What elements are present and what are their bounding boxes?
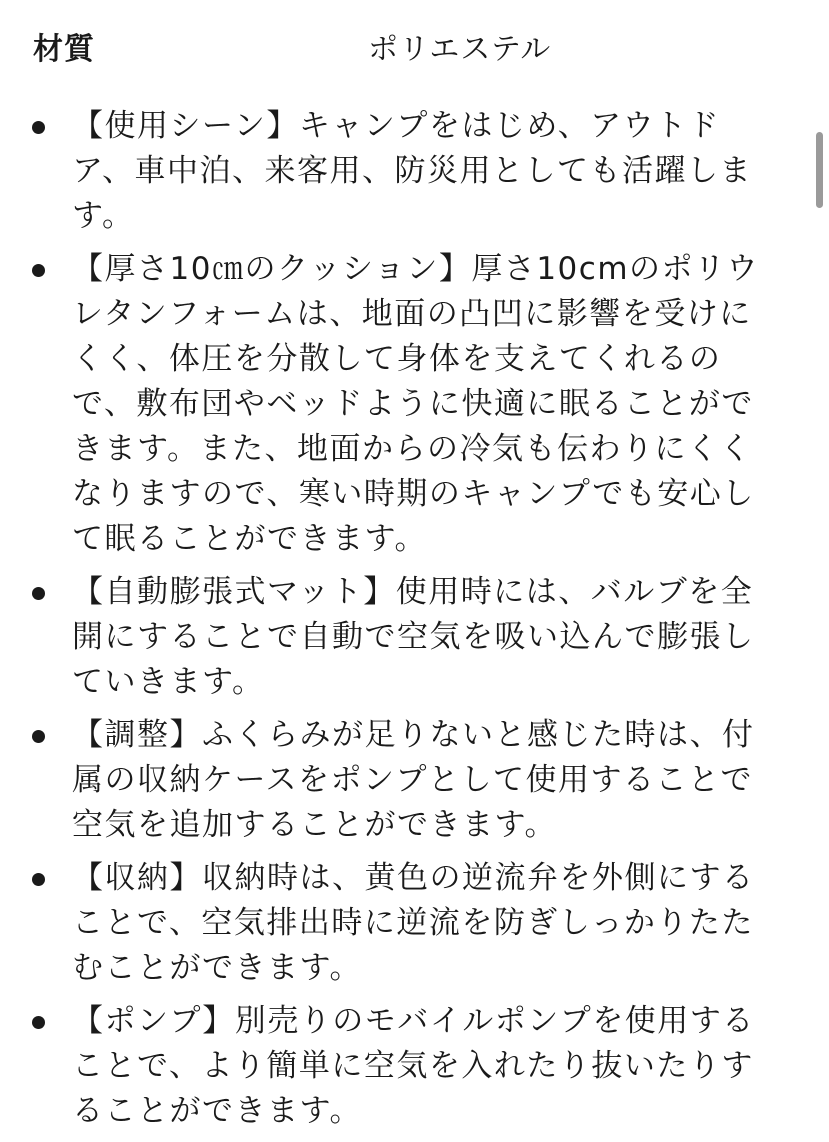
list-item — [0, 713, 800, 848]
list-item-text: 【自動膨張式マット】使用時には、バルブを全開にすることで自動で空気を吸い込んで膨張していきます。 — [72, 574, 755, 700]
list-item-text: 【調整】ふくらみが足りないと感じた時は、付属の収納ケースをポンプとして使用することで空気を追加することができます。 — [72, 717, 755, 843]
list-item — [0, 247, 800, 562]
list-item-text: 【厚さ10㎝のクッション】厚さ10cmのポリウレタンフォームは、地面の凸凹に影響を受けにくく、体圧を分散して身体を支えてくれるので、敷布団やベッドように快適に眠ることができます。また、地面からの冷気も伝わりにくくなりますので、寒い時期のキャンプでも安心して眠ることができます。 — [72, 251, 760, 557]
spec-row — [0, 22, 829, 78]
bullet-dot-icon — [32, 121, 45, 134]
list-item — [0, 999, 800, 1134]
bullet-dot-icon — [32, 587, 45, 600]
list-item — [0, 856, 800, 991]
list-item-text: 【収納】収納時は、黄色の逆流弁を外側にすることで、空気排出時に逆流を防ぎしっかりたたむことができます。 — [72, 860, 755, 986]
spec-value: ポリエステル — [368, 32, 552, 67]
bullet-dot-icon — [32, 873, 45, 886]
bullet-dot-icon — [32, 730, 45, 743]
scrollbar[interactable] — [816, 132, 823, 208]
list-item — [0, 570, 800, 705]
bullet-dot-icon — [32, 264, 45, 277]
feature-list — [0, 104, 800, 1142]
list-item-text: 【ポンプ】別売りのモバイルポンプを使用することで、より簡単に空気を入れたり抜いたりすることができます。 — [72, 1003, 755, 1129]
spec-label: 材質 — [33, 32, 95, 67]
bullet-dot-icon — [32, 1016, 45, 1029]
list-item — [0, 104, 800, 239]
list-item-text: 【使用シーン】キャンプをはじめ、アウトドア、車中泊、来客用、防災用としても活躍します。 — [72, 108, 753, 234]
